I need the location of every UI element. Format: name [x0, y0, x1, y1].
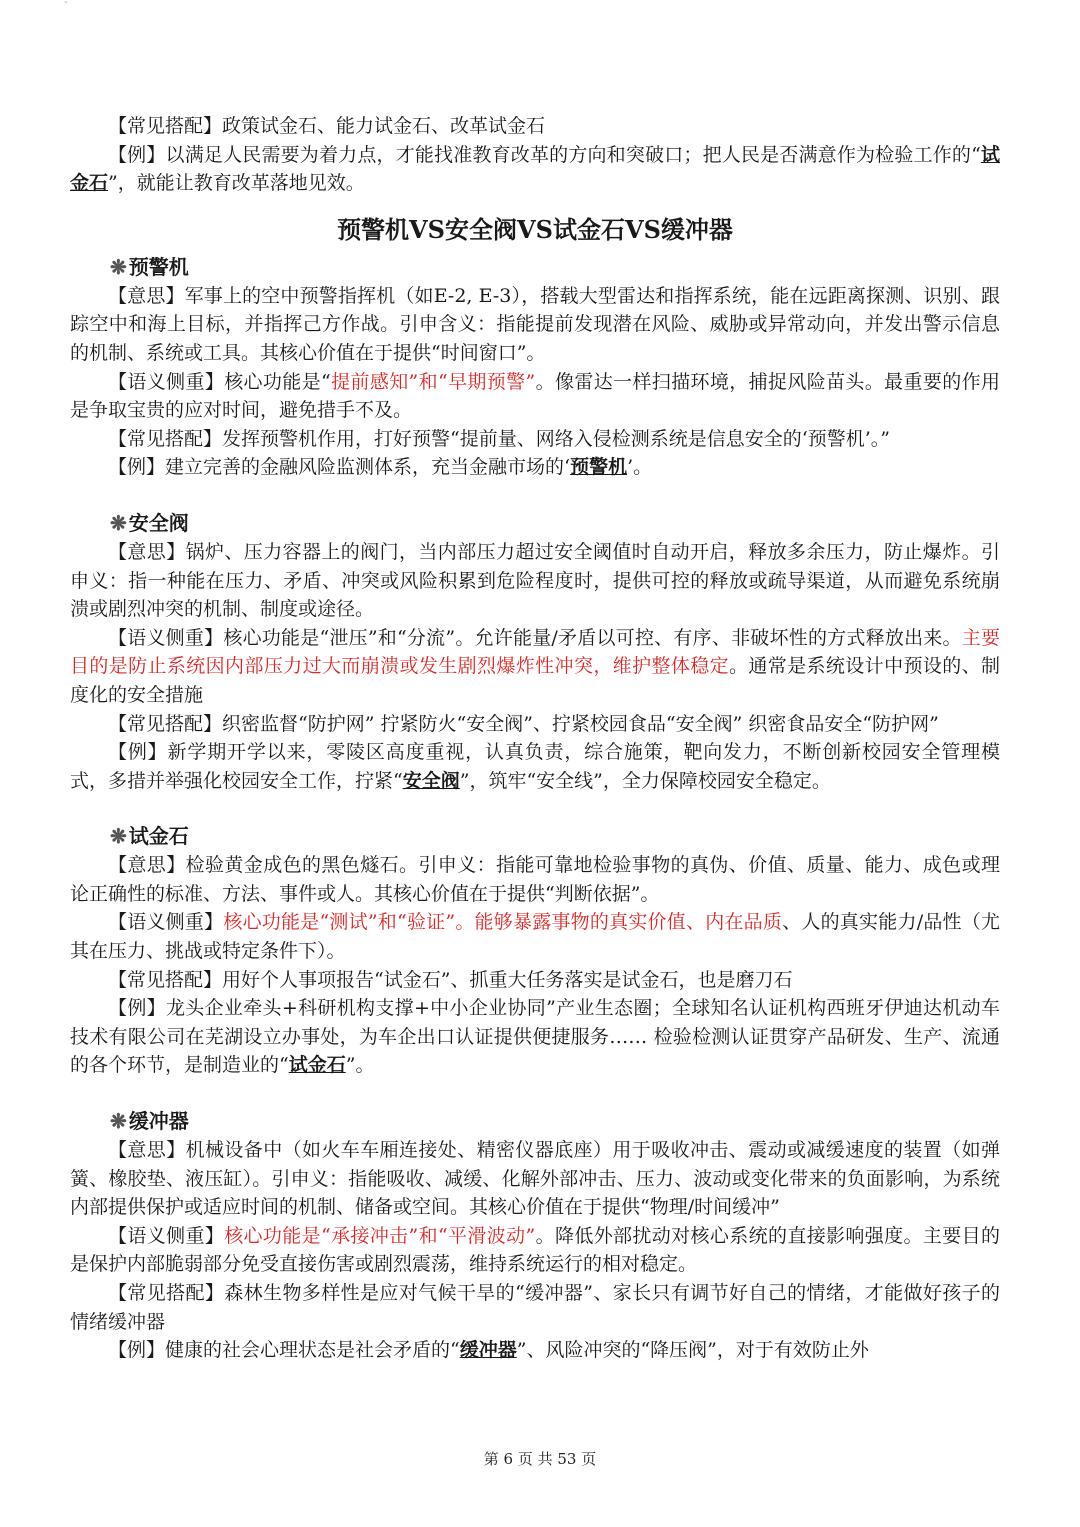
- keyword: 试金石: [288, 1054, 346, 1077]
- s2-focus: 【语义侧重】核心功能是“泄压”和“分流”。允许能量/矛盾以可控、有序、非破坏性的方式释放出来。主要目的是防止系统因内部压力过大而崩溃或发生剧烈爆炸性冲突，维护整体稳定。通常是系统设计中预设的、制度化的安全措施: [70, 626, 1000, 706]
- s3-collocation: 【常见搭配】用好个人事项报告“试金石”、抓重大任务落实是试金石，也是磨刀石: [108, 968, 793, 991]
- keyword: 预警机: [570, 456, 628, 479]
- s3-focus: 【语义侧重】核心功能是“测试”和“验证”。能够暴露事物的真实价值、内在品质、人的真实能力/品性（尤其在压力、挑战或特定条件下）。: [70, 911, 1000, 963]
- s4-example: 【例】健康的社会心理状态是社会矛盾的“缓冲器”、风险冲突的“降压阀”，对于有效防止外: [108, 1339, 869, 1362]
- asterisk-icon: ❋: [110, 824, 127, 849]
- s1-example: 【例】建立完善的金融风险监测体系，充当金融市场的‘预警机’。: [108, 456, 653, 479]
- page-title: 预警机VS安全阀VS试金石VS缓冲器: [337, 214, 733, 244]
- asterisk-icon: ❋: [110, 254, 127, 279]
- section-heading-2: ❋ 安全阀: [110, 510, 189, 535]
- s2-example: 【例】新学期开学以来，零陵区高度重视，认真负责，综合施策，靶向发力，不断创新校园安全管理模式，多措并举强化校园安全工作，拧紧“安全阀”，筑牢“安全线”，全力保障校园安全稳定。: [70, 741, 1000, 792]
- corner-mark: ": [64, 0, 68, 9]
- s4-focus: 【语义侧重】核心功能是“承接冲击”和“平滑波动”。降低外部扰动对核心系统的直接影响强度。主要目的是保护内部脆弱部分免受直接伤害或剧烈震荡，维持系统运行的相对稳定。: [70, 1224, 1000, 1276]
- s4-collocation: 【常见搭配】森林生物多样性是应对气候干旱的“缓冲器”、家长只有调节好自己的情绪，才能做好孩子的情绪缓冲器: [70, 1282, 1000, 1333]
- s3-example: 【例】龙头企业牵头+科研机构支撑+中小企业协同”产业生态圈；全球知名认证机构西班牙伊迪达机动车技术有限公司在芜湖设立办事处，为车企出口认证提供便捷服务…… 检验检测认证贯穿产品研发、生产、流通的各个环节，是制造业的“试金石”。: [70, 997, 1000, 1077]
- s4-meaning: 【意思】机械设备中（如火车车厢连接处、精密仪器底座）用于吸收冲击、震动或减缓速度的装置（如弹簧、橡胶垫、液压缸）。引申义：指能吸收、减缓、化解外部冲击、压力、波动或变化带来的负面影响，为系统内部提供保护或适应时间的机制、储备或空间。其核心价值在于提供“物理/时间缓冲”: [70, 1139, 1000, 1219]
- s2-meaning: 【意思】锅炉、压力容器上的阀门，当内部压力超过安全阈值时自动开启，释放多余压力，防止爆炸。引申义：指一种能在压力、矛盾、冲突或风险积累到危险程度时，提供可控的释放或疏导渠道，从而避免系统崩溃或剧烈冲突的机制、制度或途径。: [70, 540, 1000, 621]
- s1-collocation: 【常见搭配】发挥预警机作用，打好预警“提前量、网络入侵检测系统是信息安全的‘预警机’。”: [108, 427, 891, 450]
- asterisk-icon: ❋: [110, 1109, 127, 1134]
- intro-collocation: 【常见搭配】政策试金石、能力试金石、改革试金石: [108, 115, 546, 137]
- keyword: 缓冲器: [459, 1339, 517, 1362]
- s2-collocation: 【常见搭配】织密监督“防护网” 拧紧防火“安全阀”、拧紧校园食品“安全阀” 织密食品安全“防护网”: [108, 712, 939, 735]
- asterisk-icon: ❋: [110, 510, 127, 535]
- s1-meaning: 【意思】军事上的空中预警指挥机（如E-2, E-3），搭载大型雷达和指挥系统，能在远距离探测、识别、跟踪空中和海上目标，并指挥己方作战。引申含义：指能提前发现潜在风险、威胁或异常动向，并发出警示信息的机制、系统或工具。其核心价值在于提供“时间窗口”。: [70, 284, 1000, 364]
- s3-meaning: 【意思】检验黄金成色的黑色燧石。引申义：指能可靠地检验事物的真伪、价值、质量、能力、成色或理论正确性的标准、方法、事件或人。其核心价值在于提供“判断依据”。: [70, 854, 1000, 905]
- section-heading-4: ❋ 缓冲器: [110, 1109, 189, 1134]
- intro-example: 【例】以满足人民需要为着力点，才能找准教育改革的方向和突破口；把人民是否满意作为检验工作的“试金石”，就能让教育改革落地见效。: [70, 143, 1000, 195]
- page-number-footer: 第 6 页 共 53 页: [483, 1450, 597, 1468]
- keyword: 试金石: [70, 143, 1000, 195]
- section-heading-1: ❋ 预警机: [110, 254, 189, 279]
- keyword: 安全阀: [402, 769, 460, 792]
- section-heading-3: ❋ 试金石: [110, 824, 189, 849]
- s1-focus: 【语义侧重】核心功能是“提前感知”和“早期预警”。像雷达一样扫描环境，捕捉风险苗头。最重要的作用是争取宝贵的应对时间，避免措手不及。: [70, 370, 1000, 422]
- document-page: [70, 112, 1000, 1365]
